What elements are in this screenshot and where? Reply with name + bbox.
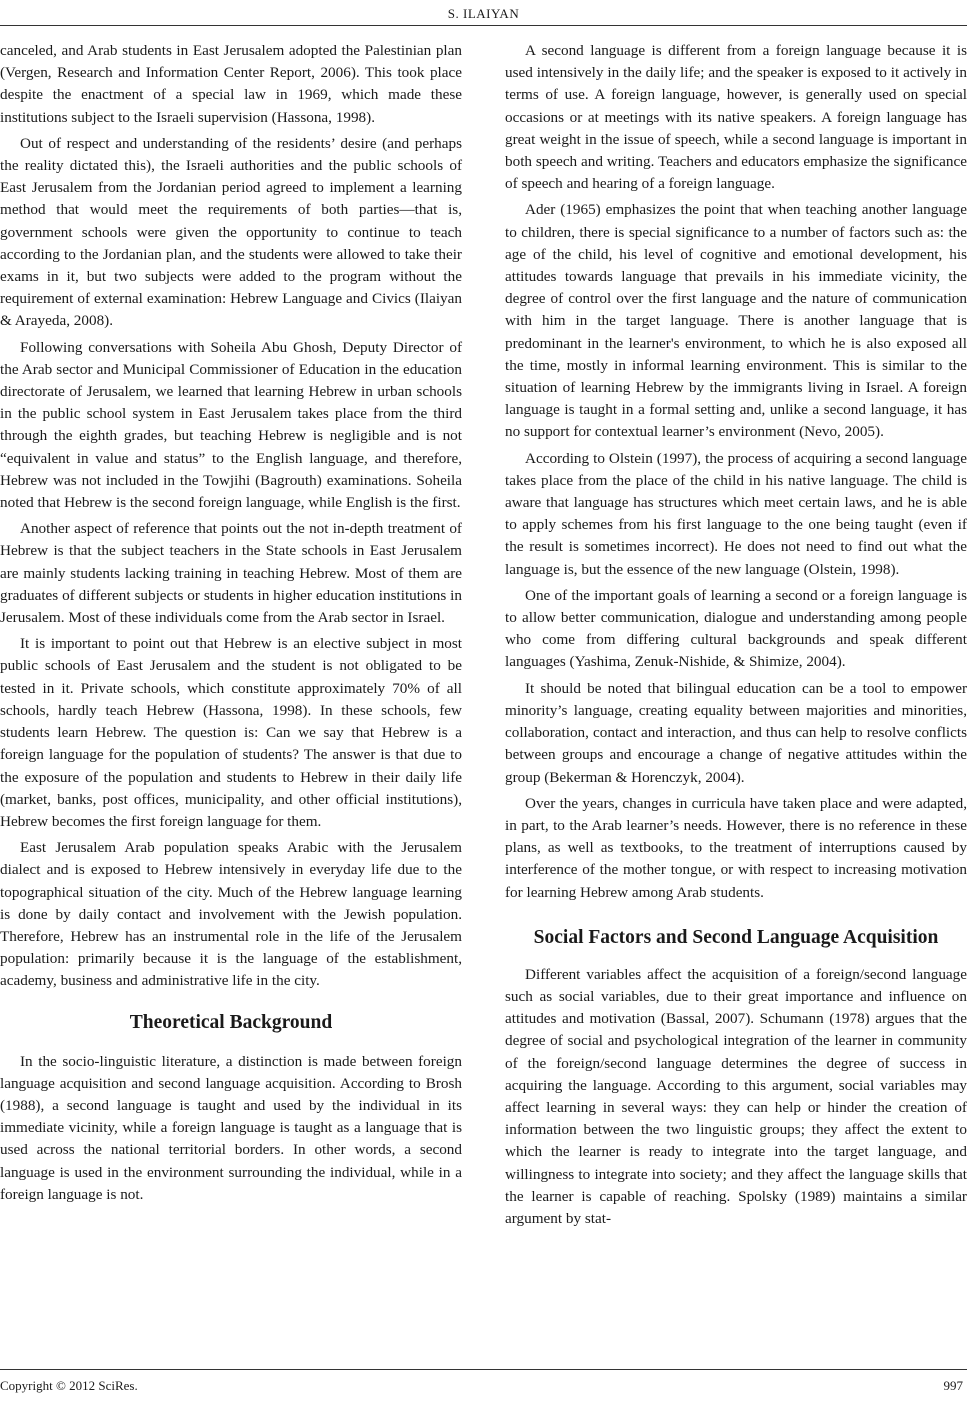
paragraph: canceled, and Arab students in East Jerusalem adopted the Palestinian plan (Vergen, Research and Information Center Report, 2006). This took place despite the enactment of a special law in 1969, which made these institutions subject to the Israeli supervision (Hassona, 1998). (0, 42, 462, 126)
right-column (505, 40, 967, 1234)
paragraph: Another aspect of reference that points out the not in-depth treatment of Hebrew is that the subject teachers in the State schools in East Jerusalem are mainly students lacking training in teaching Hebrew. Most of them are graduates of different subjects or students in higher education institutions in Jerusalem. Most of these individuals come from the Arab sector in Israel. (0, 520, 462, 627)
paragraph: According to Olstein (1997), the process of acquiring a second language takes place from the place of the child in his native language. The child is aware that language has structures which meet certain laws, and he is able to apply schemes from his first language to the one being taught (even if the result is sometimes incorrect). He does not need to find out what the language is, but the essence of the new language (Olstein, 1998). (505, 449, 967, 578)
paragraph: Different variables affect the acquisition of a foreign/second language such as social variables, due to their great importance and influence on attitudes and motivation (Bassal, 2007). Schumann (1978) argues that the degree of social and psychological integration of the learner in community of the foreign/second language determines the degree of success in acquiring the language. According to this argument, social variables may affect learning in several ways: they can help or hinder the creation of information between the two linguistic groups; they affect the extent to which the learner is ready to integrate into the target language, and willingness to integrate into society; and they affect the language skills that the learner is capable of reaching. Spolsky (1989) maintains a similar argument by stat- (505, 965, 967, 1227)
paragraph: It should be noted that bilingual education can be a tool to empower minority’s language, creating equality between majorities and minorities, collaboration, contact and interaction, and thus can help to resolve conflicts between groups and encourage a change of negative attitudes within the group (Bekerman & Horenczyk, 2004). (505, 679, 967, 786)
paragraph: Over the years, changes in curricula have taken place and were adapted, in part, to the Arab learner’s needs. However, there is no reference in these plans, as well as textbooks, to the treatment of interruptions caused by interference of the mother tongue, or with respect to increasing motivation for learning Hebrew among Arab students. (505, 794, 967, 901)
paragraph: It is important to point out that Hebrew is an elective subject in most public schools of East Jerusalem and the student is not obligated to be tested in it. Private schools, which constitute approximately 70% of all schools, hardly teach Hebrew (Hassona, 1998). In these schools, few students learn Hebrew. The question is: Can we say that Hebrew is a foreign language for the population of students? The answer is that due to the exposure of the population and students to Hebrew in their daily life (market, banks, post offices, municipality, and other official institutions), Hebrew becomes the first foreign language for them. (0, 635, 462, 830)
paragraph: A second language is different from a foreign language because it is used intensively in the daily life; and the speaker is exposed to it actively in terms of use. A foreign language, however, is generally used on special occasions or at meetings with its native speakers. A foreign language has great weight in the issue of speech, while a second language is important in both speech and writing. Teachers and educators emphasize the significance of speech and hearing of a foreign language. (505, 42, 967, 193)
left-column (0, 40, 462, 1210)
paragraph: Out of respect and understanding of the residents’ desire (and perhaps the reality dictated this), the Israeli authorities and the public schools of East Jerusalem from the Jordanian period agreed to implement a learning method that would meet the requirements of both parties—that is, government schools were given the opportunity to continue to teach according to the Jordanian plan, and the students were allowed to take their exams in it, but two subjects were added to the program without the requirement of external examination: Hebrew Language and Civics (Ilaiyan & Arayeda, 2008). (0, 134, 462, 330)
copyright-notice: Copyright © 2012 SciRes. (0, 1378, 138, 1393)
header-rule (0, 25, 967, 26)
paragraph: One of the important goals of learning a second or a foreign language is to allow better communication, dialogue and understanding among people who come from differing cultural backgrounds and speak different languages (Yashima, Zenuk-Nishide, & Shimize, 2004). (505, 586, 967, 671)
paragraph: East Jerusalem Arab population speaks Arabic with the Jerusalem dialect and is exposed to Hebrew intensively in everyday life due to the topographical situation of the city. Much of the Hebrew language learning is done by daily contact and involvement with the Jewish population. Therefore, Hebrew has an instrumental role in the life of the Jerusalem population: primarily because it is the language of the establishment, academy, business and administrative life in the city. (0, 839, 462, 990)
paragraph: Ader (1965) emphasizes the point that when teaching another language to children, there is special significance to a number of factors such as: the age of the child, his level of cognitive and emotional development, his attitudes towards language that prevails in his immediate vicinity, the degree of control over the first language and the nature of communication with him in the target language. There is another language that is predominant in the learner's environment, to which he is also exposed all the time, mostly in informal learning environment. This is similar to the situation of learning Hebrew by the immigrants living in Israel. A foreign language is taught in a formal setting and, unlike a second language, it has no support for contextual learner’s environment (Nevo, 2005). (505, 201, 967, 441)
footer-rule (0, 1369, 967, 1370)
paragraph: Following conversations with Soheila Abu Ghosh, Deputy Director of the Arab sector and Municipal Commissioner of Education in the education directorate of Jerusalem, we learned that learning Hebrew in urban schools in the public school system in East Jerusalem takes place from the third through the eighth grades, but teaching Hebrew is negligible and is not “equivalent in value and status” to the English language, and therefore, Hebrew was not included in the Towjihi (Bagrouth) examinations. Soheila noted that Hebrew is the second foreign language, while English is the first. (0, 338, 462, 512)
section-heading: Social Factors and Second Language Acquisition (533, 926, 939, 948)
running-head: S. ILAIYAN (447, 6, 520, 21)
page-number: 997 (943, 1378, 963, 1393)
section-heading: Theoretical Background (129, 1011, 333, 1033)
paragraph: In the socio-linguistic literature, a distinction is made between foreign language acquisition and second language acquisition. According to Brosh (1988), a second language is taught and used by the individual in its immediate vicinity, while a foreign language is taught as a language that is used across the national territorial borders. In other words, a second language is used in the environment surrounding the individual, while in a foreign language is not. (0, 1052, 462, 1203)
